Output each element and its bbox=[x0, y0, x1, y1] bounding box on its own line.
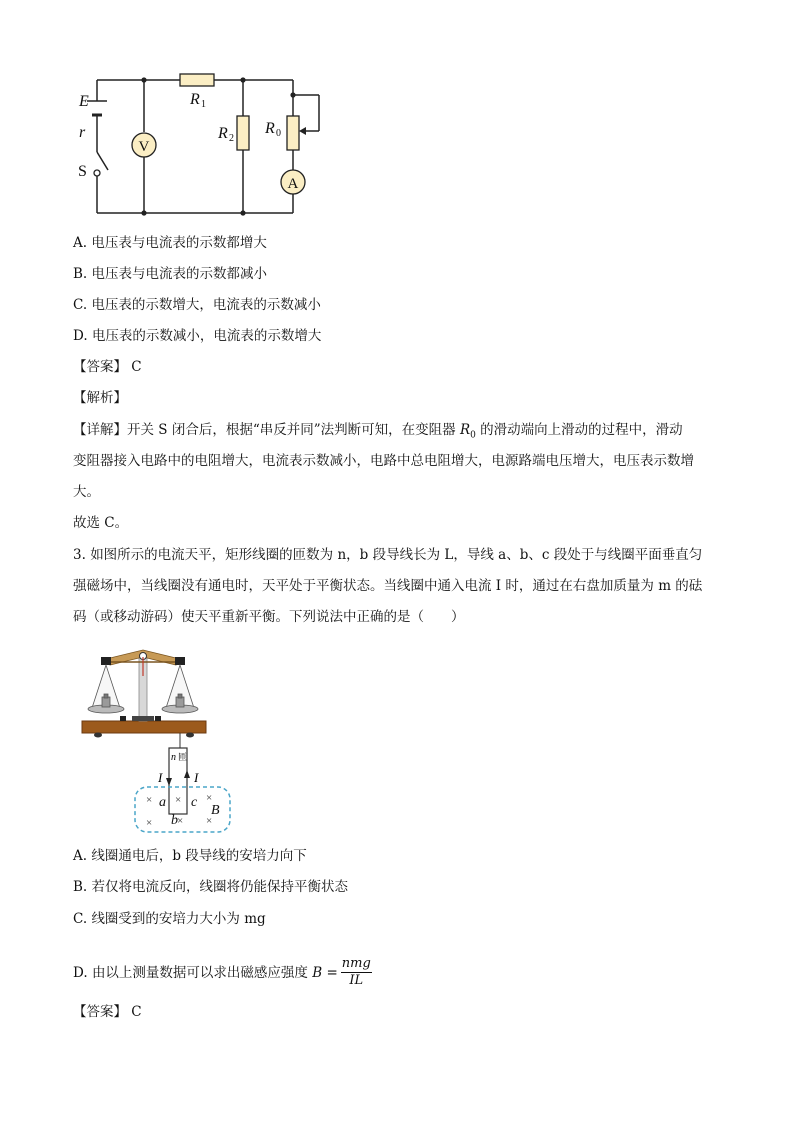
option-text: 电压表的示数减小，电流表的示数增大 bbox=[91, 328, 322, 344]
label-r2: R bbox=[218, 125, 228, 142]
field-cross-icon: × bbox=[146, 794, 153, 806]
formula-fraction bbox=[341, 956, 372, 989]
stem-text: 强磁场中，当线圈没有通电时，天平处于平衡状态。当线圈中通入电流 I 时，通过在右盘加质量为 m 的砝 bbox=[73, 578, 703, 594]
detail-text: 变阻器接入电路中的电阻增大，电流表示数减小，电路中总电阻增大，电源路端电压增大，电压表示数增 bbox=[73, 453, 694, 469]
detail-text: 大。 bbox=[73, 484, 100, 500]
junction-dot bbox=[240, 77, 245, 82]
junction-dot bbox=[240, 210, 245, 215]
analysis-tag: 【解析】 bbox=[73, 390, 127, 406]
option-letter: B. bbox=[73, 266, 88, 282]
left-pan bbox=[88, 665, 124, 713]
base-foot bbox=[94, 733, 102, 738]
q3-option-a bbox=[73, 847, 307, 865]
q2-analysis-tag bbox=[73, 389, 127, 407]
detail-variable: R bbox=[459, 422, 471, 438]
label-current-right: I bbox=[194, 770, 199, 785]
q3-option-d bbox=[73, 956, 372, 989]
label-segment-c: c bbox=[191, 795, 198, 810]
coil-turns-unit: 匝 bbox=[178, 753, 188, 763]
option-letter: A. bbox=[73, 235, 88, 251]
option-letter: D. bbox=[73, 964, 88, 981]
option-letter: B. bbox=[73, 879, 88, 895]
q2-option-c bbox=[73, 296, 321, 314]
option-letter: C. bbox=[73, 911, 88, 927]
junction-dot bbox=[141, 77, 146, 82]
question-number: 3. bbox=[73, 547, 86, 563]
answer-tag: 【答案】 bbox=[73, 359, 127, 375]
resistor-r2 bbox=[237, 116, 249, 150]
option-text: 电压表与电流表的示数都减小 bbox=[91, 266, 268, 282]
q2-answer bbox=[73, 358, 142, 376]
formula-numerator: nmg bbox=[341, 956, 371, 971]
conclusion-text: 故选 C。 bbox=[73, 515, 129, 531]
base-foot bbox=[186, 733, 194, 738]
answer-value: C bbox=[131, 1004, 142, 1020]
option-text: 电压表与电流表的示数都增大 bbox=[91, 235, 267, 251]
answer-tag: 【答案】 bbox=[73, 1004, 127, 1020]
pillar-foot bbox=[132, 716, 154, 721]
rheostat-r0 bbox=[287, 116, 299, 150]
circuit-diagram bbox=[60, 68, 350, 220]
label-r1-sub: 1 bbox=[201, 99, 206, 110]
detail-text: 开关 S 闭合后，根据“串反并同”法判断可知，在变阻器 bbox=[127, 422, 456, 438]
label-segment-a: a bbox=[159, 795, 166, 810]
option-text: 线圈受到的安培力大小为 mg bbox=[91, 911, 266, 927]
formula-lhs: B = bbox=[312, 964, 338, 981]
field-cross-icon: × bbox=[206, 815, 213, 827]
q2-detail-line1 bbox=[73, 421, 683, 445]
option-letter: C. bbox=[73, 297, 88, 313]
formula-denominator: IL bbox=[349, 973, 364, 988]
option-letter: D. bbox=[73, 328, 88, 344]
q3-option-b bbox=[73, 878, 348, 896]
stem-text: 如图所示的电流天平，矩形线圈的匝数为 n，b 段导线长为 L，导线 a、b、c 段处于与线圈平面垂直匀 bbox=[90, 547, 703, 563]
junction-dot bbox=[141, 210, 146, 215]
q2-option-b bbox=[73, 265, 267, 283]
label-segment-b: b bbox=[171, 813, 178, 828]
label-r0-sub: 0 bbox=[276, 128, 281, 139]
label-switch: S bbox=[78, 163, 87, 180]
label-r2-sub: 2 bbox=[229, 133, 234, 144]
q2-option-d bbox=[73, 327, 321, 345]
switch-contact bbox=[94, 170, 100, 176]
field-cross-icon: × bbox=[206, 792, 213, 804]
balance-base bbox=[82, 721, 206, 733]
label-current-left: I bbox=[158, 770, 163, 785]
detail-variable-sub: 0 bbox=[470, 430, 476, 441]
option-text: 线圈通电后，b 段导线的安培力向下 bbox=[91, 848, 307, 864]
label-internal-resistance: r bbox=[79, 124, 86, 141]
label-emf: E bbox=[79, 93, 89, 110]
label-ammeter: A bbox=[287, 176, 299, 192]
option-letter: A. bbox=[73, 848, 88, 864]
detail-text: 的滑动端向上滑动的过程中，滑动 bbox=[480, 422, 683, 438]
q3-answer bbox=[73, 1003, 142, 1021]
q2-conclusion bbox=[73, 514, 128, 532]
field-cross-icon: × bbox=[146, 817, 153, 829]
answer-value: C bbox=[131, 359, 142, 375]
label-r0: R bbox=[265, 120, 275, 137]
option-text: 若仅将电流反向，线圈将仍能保持平衡状态 bbox=[91, 879, 349, 895]
option-text: 电压表的示数增大，电流表的示数减小 bbox=[91, 297, 321, 313]
q2-option-a bbox=[73, 234, 267, 252]
detail-tag: 【详解】 bbox=[73, 422, 127, 438]
q3-stem-line2 bbox=[73, 577, 702, 595]
stem-text: 码（或移动游码）使天平重新平衡。下列说法中正确的是（ ） bbox=[73, 609, 465, 625]
q2-detail-line2 bbox=[73, 452, 694, 470]
field-cross-icon: × bbox=[177, 815, 184, 827]
q3-stem-line3 bbox=[73, 608, 465, 626]
current-balance-figure bbox=[78, 642, 238, 838]
field-cross-icon: × bbox=[175, 794, 182, 806]
resistor-r1 bbox=[180, 74, 214, 86]
junction-dot bbox=[290, 92, 295, 97]
option-text: 由以上测量数据可以求出磁感应强度 bbox=[91, 964, 308, 981]
label-field-b: B bbox=[211, 803, 220, 818]
slider-arrow-icon bbox=[299, 127, 306, 135]
coil-turns-n: n bbox=[171, 752, 176, 763]
right-pan bbox=[162, 665, 198, 713]
q3-stem-line1 bbox=[73, 546, 702, 564]
label-r1: R bbox=[190, 91, 200, 108]
q3-option-c bbox=[73, 910, 266, 928]
label-voltmeter: V bbox=[138, 139, 150, 155]
q2-detail-line3 bbox=[73, 483, 100, 501]
